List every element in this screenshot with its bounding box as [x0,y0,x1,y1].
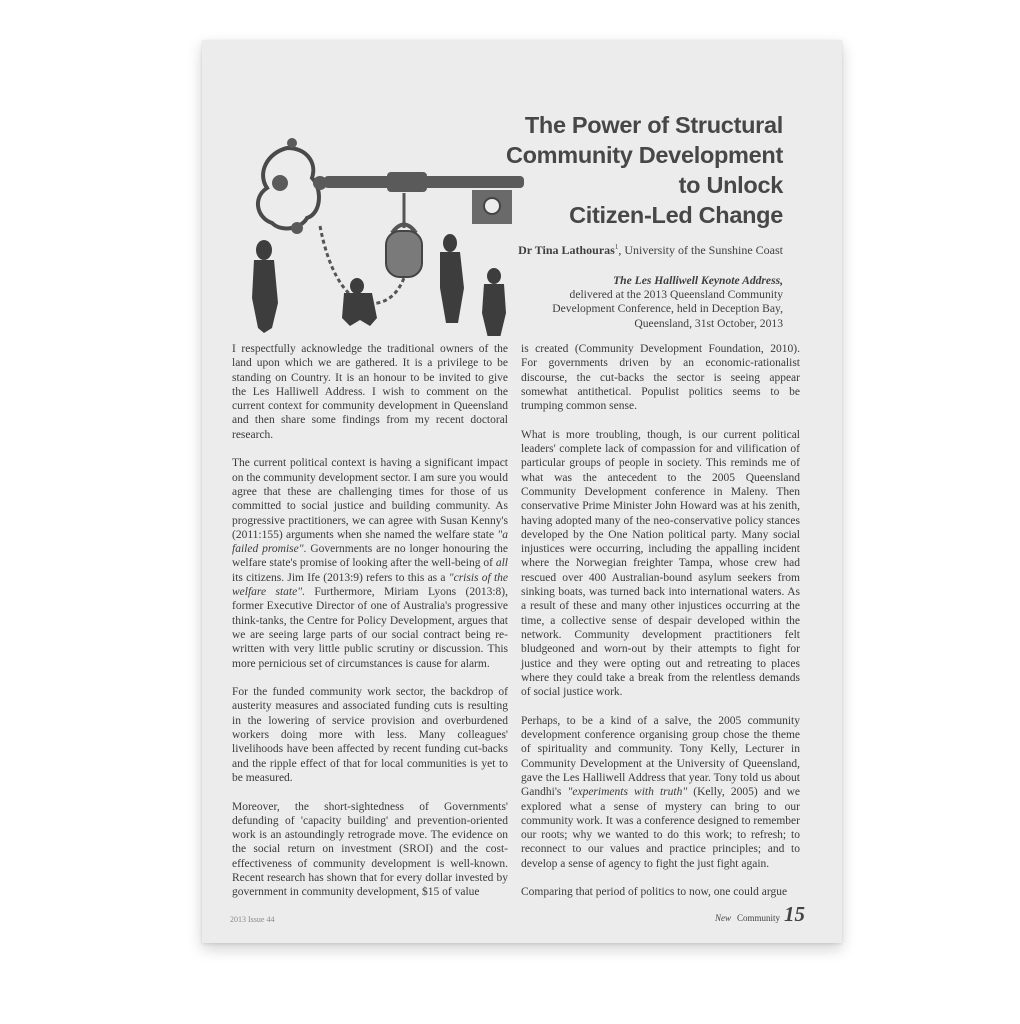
magazine-name-word2: Community [736,913,780,923]
paragraph: is created (Community Development Foundation, 2010). For governments driven by an economic-rationalist discourse, the cut-backs the sector is seeing appear somewhat antithetical. Populist politics seems to be trumping common sense. [521,343,800,413]
page-number: 15 [784,902,805,926]
paragraph: What is more troubling, though, is our current political leaders' complete lack of compassion for and vilification of particular groups of people in society. This reminds me of what was the antecedent to the 2005 Queensland Community Development conference in Maleny. Then conservative Prime Minister John Howard was at his zenith, having adopted many of the neo-conservative policy stances developed by the One Nation political party. Many social injustices were occurring, including the appalling incident where the Norwegian freighter Tampa, whose crew had rescued over 400 Australian-bound asylum seekers from sinking boats, was turned back into international waters. As a result of these and many other injustices occurring at the time, a collective sense of despair developed within the network. Community development practitioners felt bludgeoned and worn-out by their attempts to fight for justice and they were opting out and retreating to places where they could take a break from the relentless demands of social justice work. [521,428,800,699]
paragraph: Moreover, the short-sightedness of Governments' defunding of 'capacity building' and prevention-oriented work is an astoundingly retrograde move. The evidence on the social return on investment (SROI) and the cost-effectiveness of community development is well-known. Recent research has shown that for every dollar invested by government in community development, $15 of value [232,800,508,899]
keynote-address-info [470,274,783,331]
paragraph: Perhaps, to be a kind of a salve, the 2005 community development conference organising group chose the theme of spirituality and community. Tony Kelly, Lecturer in Community Development at the University of Queensland, gave the Les Halliwell Address that year. Tony told us about Gandhi's "experiments with truth" (Kelly, 2005) and we explored what a sense of mystery can bring to our community work. It was a conference designed to remember our roots; why we wanted to do this work; to refresh; to reconnect to our values and practice principles; and to develop a sense of agency to fight the just fight again. [521,714,800,870]
paragraph: The current political context is having a significant impact on the community development sector. I am sure you would agree that these are challenging times for those of us committed to social justice and building community. As progressive practitioners, we can agree with Susan Kenny's (2011:155) arguments when she named the welfare state "a failed promise". Governments are no longer honouring the welfare state's promise of looking after the well-being of all its citizens. Jim Ife (2013:9) refers to this as a "crisis of the welfare state". Furthermore, Miriam Lyons (2013:8), former Executive Director of one of Australia's progressive think-tanks, the Centre for Policy Development, argues that we are seeing large parts of our social contract being re-written with very little public scrutiny or discussion. This more pernicious set of circumstances is cause for alarm. [232,457,509,670]
title-line: Citizen-Led Change [569,202,783,228]
paragraph: I respectfully acknowledge the traditional owners of the land upon which we are gathered. It is a privilege to be standing on Country. It is an honour to be invited to give the Les Halliwell Address. I wish to comment on the current context for community development in Queensland and then share some findings from my recent doctoral research. [232,343,508,441]
page-footer [690,902,805,927]
title-line: Community Development [505,142,783,168]
article-title [470,110,783,230]
left-text-column [232,342,508,914]
author-footnote-marker: 1 [614,243,619,251]
address-title: The Les Halliwell Keynote Address, [613,274,783,287]
right-text-column [521,342,800,914]
address-line: Development Conference, held in Deception Bay, [552,302,783,316]
address-line: Queensland, 31st October, 2013 [634,316,783,330]
paragraph: Comparing that period of politics to now, one could argue [521,886,788,899]
author-affiliation: , University of the Sunshine Coast [618,243,783,257]
author-byline [480,243,783,258]
issue-label: 2013 Issue 44 [230,915,275,924]
author-name: Dr Tina Lathouras [518,243,615,257]
address-line: delivered at the 2013 Queensland Community [569,288,783,302]
paragraph: For the funded community work sector, the backdrop of austerity measures and associated funding cuts is resulting in the lowering of service provision and overburdened workers doing more with less. Many colleagues' livelihoods have been affected by recent funding cut-backs and the ripple effect of that for local communities is yet to be measured. [232,686,508,784]
magazine-name-word1: New [714,913,731,923]
title-line: to Unlock [678,172,783,198]
title-line: The Power of Structural [524,112,783,138]
